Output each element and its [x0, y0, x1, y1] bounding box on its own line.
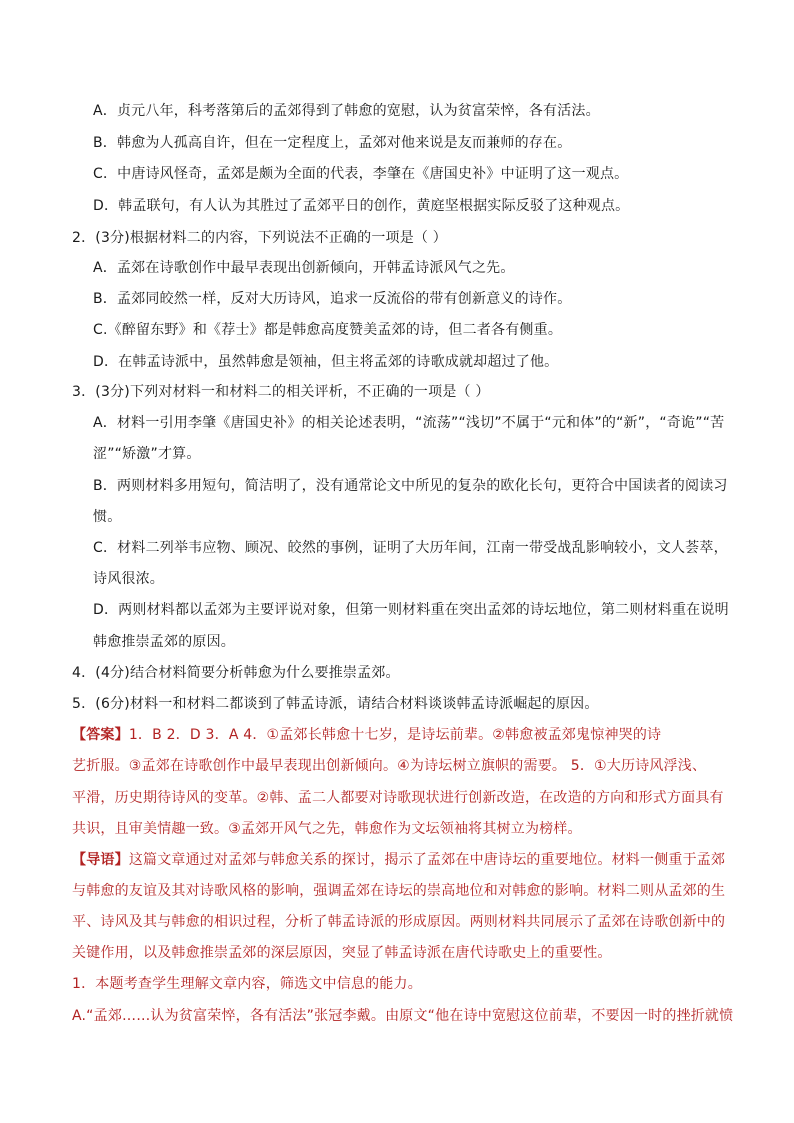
guide-line-2: 与韩愈的友谊及其对诗歌风格的影响，强调孟郊在诗坛的崇高地位和对韩愈的影响。材料二则从孟郊的生 [72, 883, 726, 899]
q1-option-c: C．中唐诗风怪奇，孟郊是颇为全面的代表，李肇在《唐国史补》中证明了这一观点。 [93, 166, 629, 182]
answer-line-4: 共识，且审美情趣一致。③孟郊开风气之先，韩愈作为文坛领袖将其树立为榜样。 [72, 821, 582, 837]
q2-option-c: C.《醉留东野》和《荐士》都是韩愈高度赞美孟郊的诗，但二者各有侧重。 [93, 322, 563, 338]
q3-option-b-line2: 惯。 [93, 509, 122, 525]
q3-option-b-line1: B．两则材料多用短句，简洁明了，没有通常论文中所见的复杂的欧化长句，更符合中国读者的阅读习 [93, 478, 728, 494]
q3-option-a-line2: 涩”“矫激”才算。 [93, 446, 201, 462]
q1-option-b: B．韩愈为人孤高自许，但在一定程度上，孟郊对他来说是友而兼师的存在。 [93, 135, 572, 151]
analysis-line-a: A.“孟郊……认为贫富荣悴，各有活法”张冠李戴。由原文“他在诗中宽慰这位前辈，不要因一时的挫折就愤 [72, 1008, 734, 1024]
guide-line-4: 关键作用，以及韩愈推崇孟郊的深层原因，突显了韩孟诗派在唐代诗歌史上的重要性。 [72, 945, 612, 961]
q5-stem: 5．(6分)材料一和材料二都谈到了韩孟诗派，请结合材料谈谈韩孟诗派崛起的原因。 [72, 696, 599, 712]
guide-line-3: 平、诗风及其与韩愈的相识过程，分析了韩孟诗派的形成原因。两则材料共同展示了孟郊在诗歌创新中的 [72, 914, 726, 930]
q3-option-d-line2: 韩愈推崇孟郊的原因。 [93, 634, 235, 650]
q2-option-d: D．在韩孟诗派中，虽然韩愈是领袖，但主将孟郊的诗歌成就却超过了他。 [93, 354, 559, 370]
q3-option-c-line1: C．材料二列举韦应物、顾况、皎然的事例，证明了大历年间，江南一带受战乱影响较小，文人荟萃， [93, 540, 728, 556]
answer-line-1 [72, 725, 661, 745]
q2-option-a: A．孟郊在诗歌创作中最早表现出创新倾向，开韩孟诗派风气之先。 [93, 260, 515, 276]
guide-line-1 [72, 850, 725, 870]
analysis-point-1: 1．本题考查学生理解文章内容，筛选文中信息的能力。 [72, 976, 422, 992]
guide-label: 【导语】 [72, 852, 129, 868]
guide-text-1: 这篇文章通过对孟郊与韩愈关系的探讨，揭示了孟郊在中唐诗坛的重要地位。材料一侧重于孟郊 [128, 852, 726, 868]
q2-option-b: B．孟郊同皎然一样，反对大历诗风，追求一反流俗的带有创新意义的诗作。 [93, 291, 572, 307]
q3-option-c-line2: 诗风很浓。 [93, 571, 164, 587]
answer-line-3: 平滑，历史期待诗风的变革。②韩、孟二人都要对诗歌现状进行创新改造，在改造的方向和形式方面具有 [72, 790, 724, 806]
answer-text-1: 1．B 2．D 3．A 4．①孟郊长韩愈十七岁，是诗坛前辈。②韩愈被孟郊鬼惊神哭的诗 [128, 727, 662, 743]
answer-label: 【答案】 [72, 727, 129, 743]
q1-option-d: D．韩孟联句，有人认为其胜过了孟郊平日的创作，黄庭坚根据实际反驳了这种观点。 [93, 198, 630, 214]
q3-option-a-line1: A．材料一引用李肇《唐国史补》的相关论述表明，“流荡”“浅切”不属于“元和体”的“新”，“奇诡”“苦 [93, 415, 725, 431]
answer-line-2: 艺折服。③孟郊在诗歌创作中最早表现出创新倾向。④为诗坛树立旗帜的需要。 5．①大历诗风浮浅、 [72, 758, 707, 774]
q1-option-a: A．贞元八年，科考落第后的孟郊得到了韩愈的宽慰，认为贫富荣悴，各有活法。 [93, 103, 600, 119]
q3-stem: 3．(3分)下列对材料一和材料二的相关评析，不正确的一项是（ ） [72, 384, 490, 400]
q2-stem: 2．(3分)根据材料二的内容，下列说法不正确的一项是（ ） [72, 230, 447, 246]
q3-option-d-line1: D．两则材料都以孟郊为主要评说对象，但第一则材料重在突出孟郊的诗坛地位，第二则材料重在说明 [93, 602, 729, 618]
q4-stem: 4．(4分)结合材料简要分析韩愈为什么要推崇孟郊。 [72, 665, 400, 681]
